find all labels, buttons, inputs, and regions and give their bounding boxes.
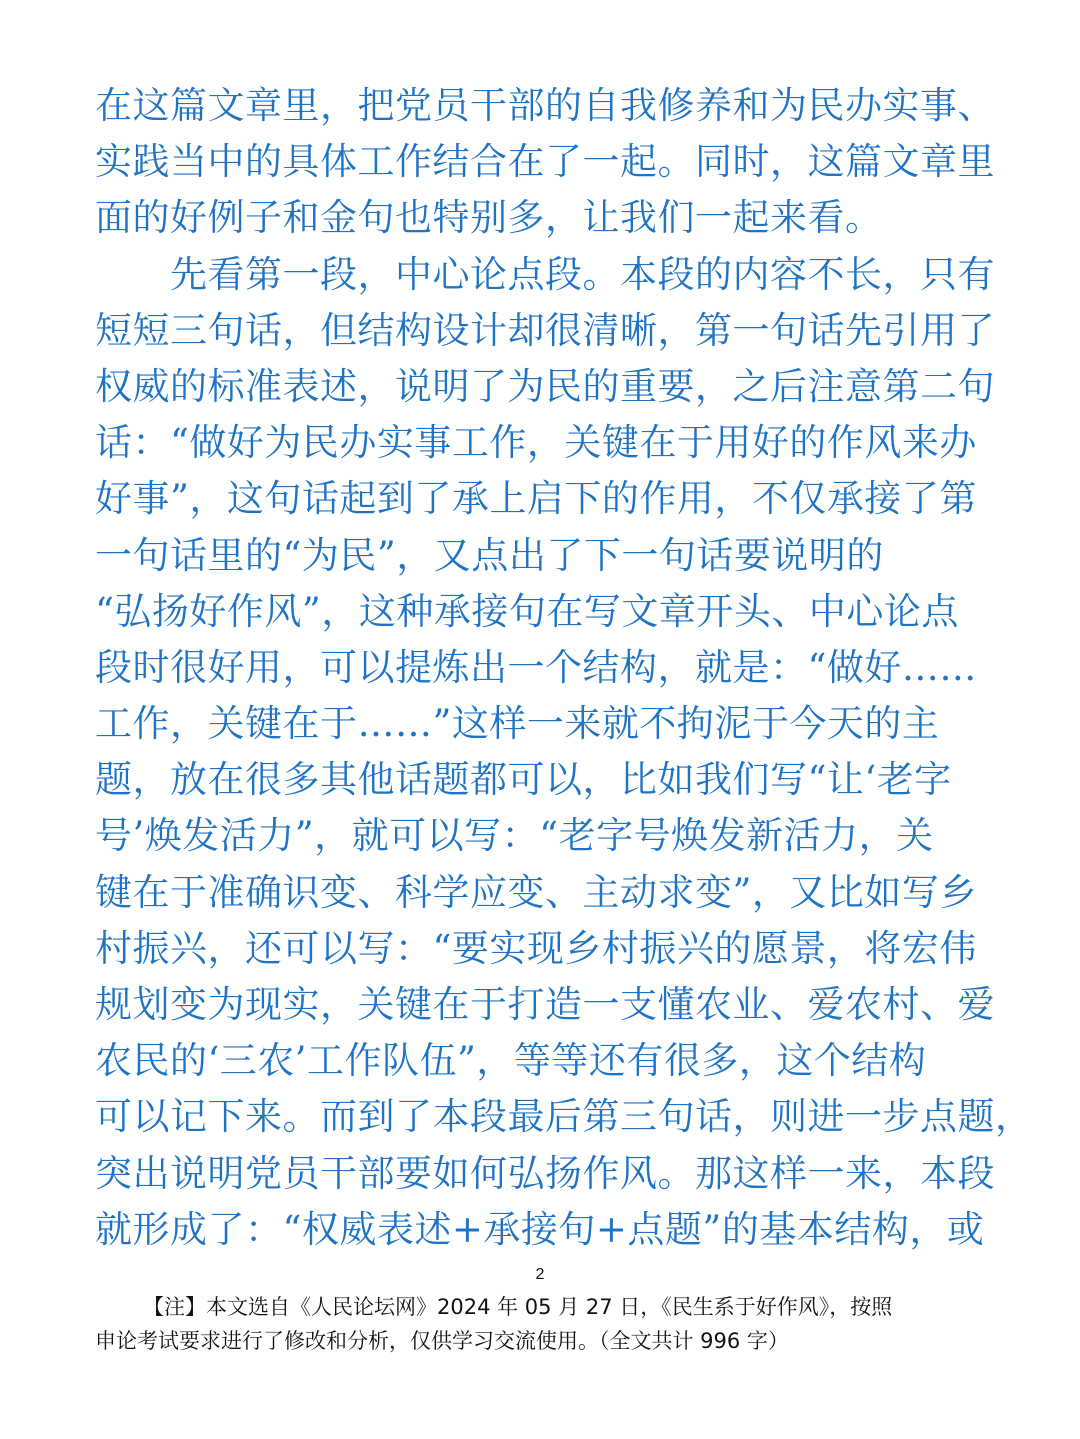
body-line: “弘扬好作风”，这种承接句在写文章开头、中心论点 (95, 589, 959, 633)
body-line: 面的好例子和金句也特别多，让我们一起来看。 (95, 196, 883, 240)
footnote (95, 1290, 1005, 1358)
body-line: 实践当中的具体工作结合在了一起。同时，这篇文章里 (95, 140, 995, 184)
body-line: 一句话里的“为民”，又点出了下一句话要说明的 (95, 533, 884, 577)
body-line: 工作，关键在于……”这样一来就不拘泥于今天的主 (95, 702, 940, 746)
body-line: 可以记下来。而到了本段最后第三句话，则进一步点题， (95, 1095, 1033, 1139)
body-line: 短短三句话，但结构设计却很清晰，第一句话先引用了 (95, 308, 995, 352)
body-line: 就形成了：“权威表述+承接句+点题”的基本结构，或 (95, 1207, 985, 1251)
body-line: 段时很好用，可以提炼出一个结构，就是：“做好…… (95, 645, 977, 689)
body-line: 键在于准确识变、科学应变、主动求变”，又比如写乡 (95, 870, 977, 914)
body-line: 话：“做好为民办实事工作，关键在于用好的作风来办 (95, 421, 977, 465)
body-line: 权威的标准表述，说明了为民的重要，之后注意第二句 (95, 364, 995, 408)
body-line: 题，放在很多其他话题都可以，比如我们写“让‘老字 (95, 758, 952, 802)
article-body (95, 78, 1033, 1258)
body-line: 先看第一段，中心论点段。本段的内容不长，只有 (95, 252, 995, 296)
body-line: 农民的‘三农’工作队伍”，等等还有很多，这个结构 (95, 1039, 927, 1083)
body-line: 突出说明党员干部要如何弘扬作风。那这样一来，本段 (95, 1151, 995, 1195)
footnote-line: 申论考试要求进行了修改和分析，仅供学习交流使用。（全文共计 996 字） (95, 1329, 789, 1353)
body-line: 在这篇文章里，把党员干部的自我修养和为民办实事、 (95, 84, 995, 127)
body-line: 规划变为现实，关键在于打造一支懂农业、爱农村、爱 (95, 983, 995, 1026)
body-line: 村振兴，还可以写：“要实现乡村振兴的愿景，将宏伟 (95, 926, 977, 970)
page-number: 2 (535, 1266, 545, 1283)
footnote-line: 【注】本文选自《人民论坛网》2024 年 05 月 27 日，《民生系于好作风》，按照 (143, 1295, 893, 1319)
body-line: 好事”，这句话起到了承上启下的作用，不仅承接了第 (95, 477, 977, 521)
body-line: 号’焕发活力”，就可以写：“老字号焕发新活力，关 (95, 814, 934, 858)
